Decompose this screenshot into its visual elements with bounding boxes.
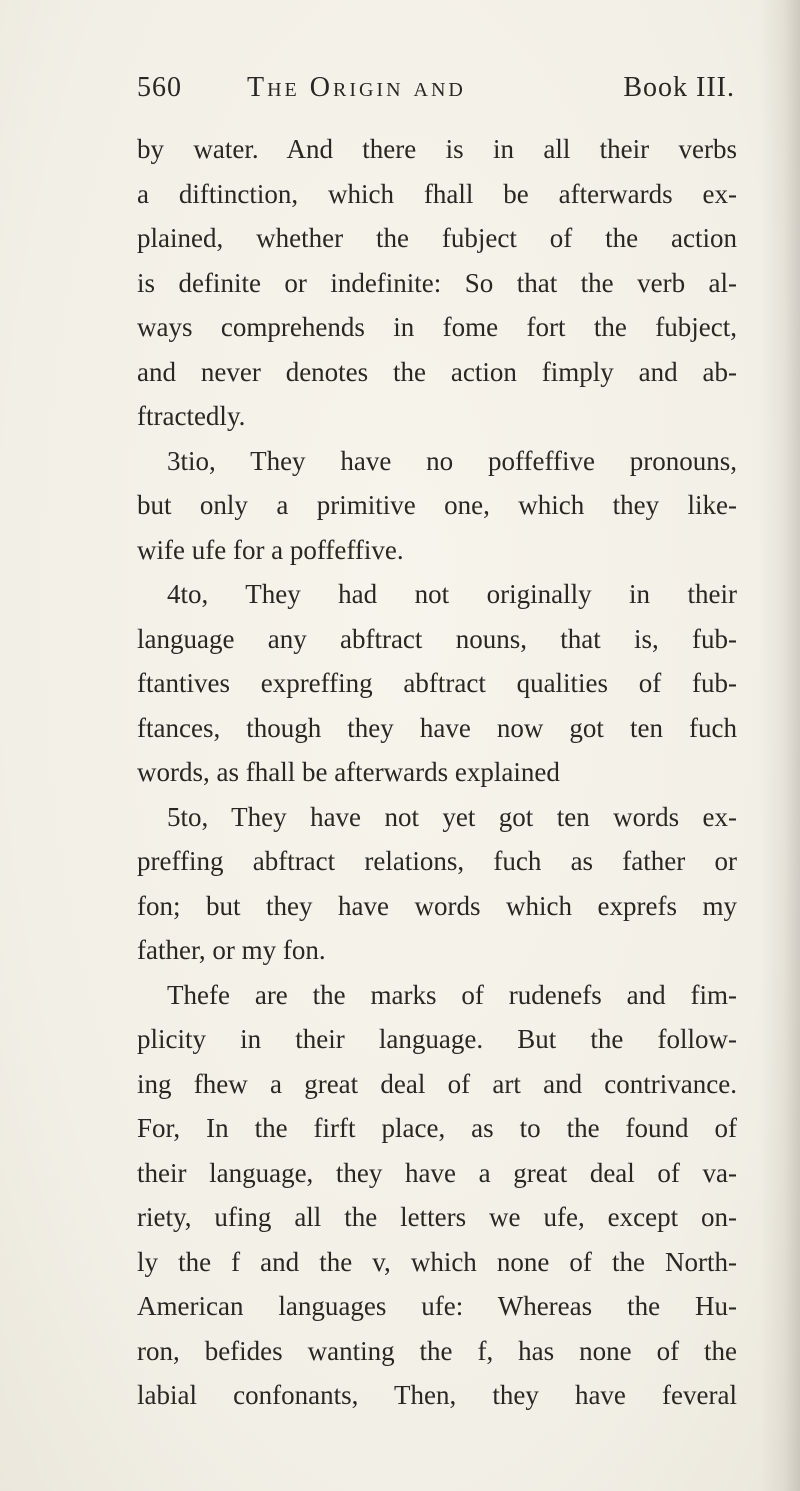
text-line: and never denotes the action fimply and ab-: [137, 356, 737, 387]
text-line: fon; but they have words which exprefs my: [137, 890, 737, 921]
text-line: words, as fhall be afterwards explained: [137, 757, 560, 787]
text-line: their language, they have a great deal of va-: [137, 1157, 737, 1188]
text-line: ways comprehends in fome fort the fubject,: [137, 312, 737, 342]
page-edge-shadow: [760, 0, 800, 1491]
text-line: wife ufe for a poffeffive.: [137, 534, 404, 565]
text-line: For, In the firft place, as to the found of: [137, 1113, 737, 1143]
text-line: ly the f and the v, which none of the North-: [137, 1246, 737, 1277]
text-line: language any abftract nouns, that is, fub-: [137, 623, 737, 654]
text-line: riety, ufing all the letters we ufe, except on-: [137, 1202, 737, 1232]
text-line: plained, whether the fubject of the action: [137, 223, 737, 253]
text-line: 4to, They had not originally in their: [167, 579, 737, 609]
text-line: preffing abftract relations, fuch as father or: [137, 846, 737, 876]
text-line: ron, befides wanting the f, has none of the: [137, 1335, 737, 1366]
running-title: The Origin and: [247, 72, 466, 103]
text-line: a diftinction, which fhall be afterwards ex-: [137, 178, 737, 209]
running-header: [137, 68, 737, 108]
book-label: Book III.: [623, 72, 735, 103]
text-line: by water. And there is in all their verbs: [137, 134, 737, 164]
text-line: ftantives expreffing abftract qualities of fub-: [137, 668, 737, 698]
text-line: ftances, though they have now got ten fuch: [137, 712, 737, 743]
text-line: father, or my fon.: [137, 935, 326, 965]
text-line: 3tio, They have no poffeffive pronouns,: [167, 445, 737, 476]
page-number: 560: [137, 72, 182, 103]
text-line: Thefe are the marks of rudenefs and fim-: [167, 979, 737, 1010]
body-text: [137, 127, 737, 1418]
text-line: ftractedly.: [137, 401, 246, 431]
text-line: plicity in their language. But the follow-: [137, 1024, 737, 1054]
text-line: 5to, They have not yet got ten words ex-: [167, 801, 737, 832]
text-line: is definite or indefinite: So that the verb al-: [137, 267, 737, 298]
text-line: American languages ufe: Whereas the Hu-: [137, 1291, 737, 1321]
text-line: labial confonants, Then, they have feveral: [137, 1380, 737, 1410]
text-line: ing fhew a great deal of art and contrivance.: [137, 1068, 737, 1099]
text-line: but only a primitive one, which they like-: [137, 490, 737, 520]
